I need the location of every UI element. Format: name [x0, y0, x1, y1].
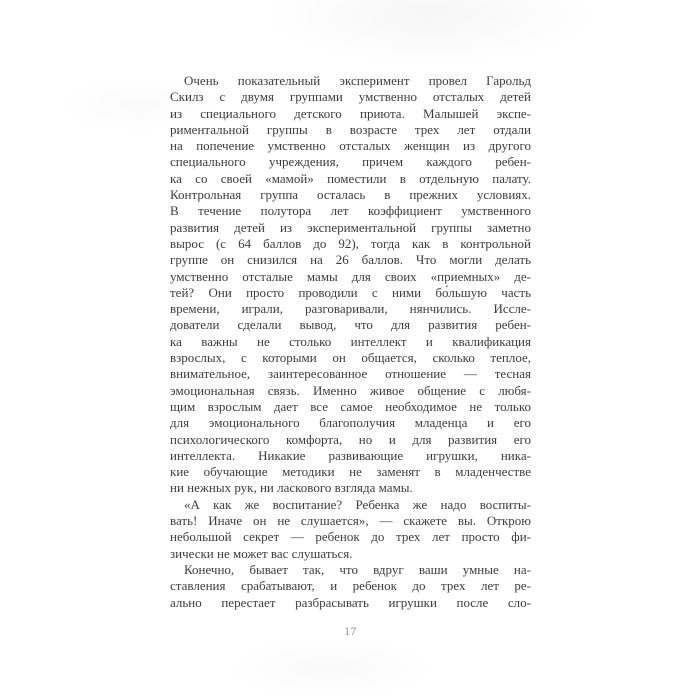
text-line: для эмоционального благополучия младенца и его	[170, 415, 531, 431]
text-line: внимательное, заинтересованное отношение — тесная	[170, 366, 531, 382]
text-line: щим взрослым дает все самое необходимое не только	[170, 398, 531, 414]
text-line: Очень показательный эксперимент провел Гарольд	[184, 73, 531, 88]
text-line: ально перестает разбрасывать игрушки после сло-	[170, 594, 531, 610]
text-line: развития детей из экспериментальной группы заметно	[170, 219, 531, 235]
text-line: интеллекта. Никакие развивающие игрушки, ника-	[170, 447, 531, 463]
text-line: психологического комфорта, но и для развития его	[170, 431, 531, 447]
text-line: времени, играли, разговаривали, нянчились. Иссле-	[170, 301, 531, 317]
text-line: ставления срабатывают, и ребенок до трех лет ре-	[170, 578, 531, 594]
text-line: группе он снизился на 26 баллов. Что могли делать	[170, 252, 531, 268]
text-line: эмоциональная связь. Именно живое общение с любя-	[170, 382, 531, 398]
text-line: зически не может вас слушаться.	[170, 545, 353, 561]
text-line: риментальной группы в возрасте трех лет отдали	[170, 121, 531, 137]
text-line: ка со своей «мамой» поместили в отдельную палату.	[170, 170, 531, 186]
text-line: ка важны не столько интеллект и квалификация	[170, 333, 531, 349]
paragraph	[170, 562, 531, 611]
text-line: «А как же воспитание? Ребенка же надо воспиты-	[184, 496, 531, 512]
paragraph	[170, 497, 531, 562]
text-line: тей? Они просто проводили с ними бо́льшую часть	[170, 284, 531, 300]
text-line: Контрольная группа осталась в прежних условиях.	[170, 187, 531, 203]
page-number: 17	[344, 626, 357, 638]
text-line: на попечение умственно отсталых женщин из другого	[170, 138, 531, 154]
text-line: дователи сделали вывод, что для развития ребен-	[170, 317, 531, 333]
paragraph	[170, 73, 531, 497]
text-line: Конечно, бывает так, что вдруг ваши умные на-	[184, 561, 531, 577]
page-text-block	[170, 73, 531, 611]
text-line: вать! Иначе он не слушается», — скажете вы. Открою	[170, 513, 531, 529]
text-line: из специального детского приюта. Малышей экспе-	[170, 105, 531, 121]
text-line: взрослых, с которыми он общается, сколько теплое,	[170, 350, 531, 366]
text-line: вырос (с 64 баллов до 92), тогда как в контрольной	[170, 235, 531, 251]
text-line: небольшой секрет — ребенок до трех лет просто фи-	[170, 529, 531, 545]
text-line: Скилз с двумя группами умственно отсталых детей	[170, 89, 531, 105]
text-line: специального учреждения, причем каждого ребен-	[170, 154, 531, 170]
text-line: ни нежных рук, ни ласкового взгляда мамы.	[170, 480, 413, 496]
text-line: В течение полутора лет коэффициент умственного	[170, 203, 531, 219]
text-line: умственно отсталые мамы для своих «приемных» де-	[170, 268, 531, 284]
text-line: кие обучающие методики не заменят в младенчестве	[170, 464, 531, 480]
